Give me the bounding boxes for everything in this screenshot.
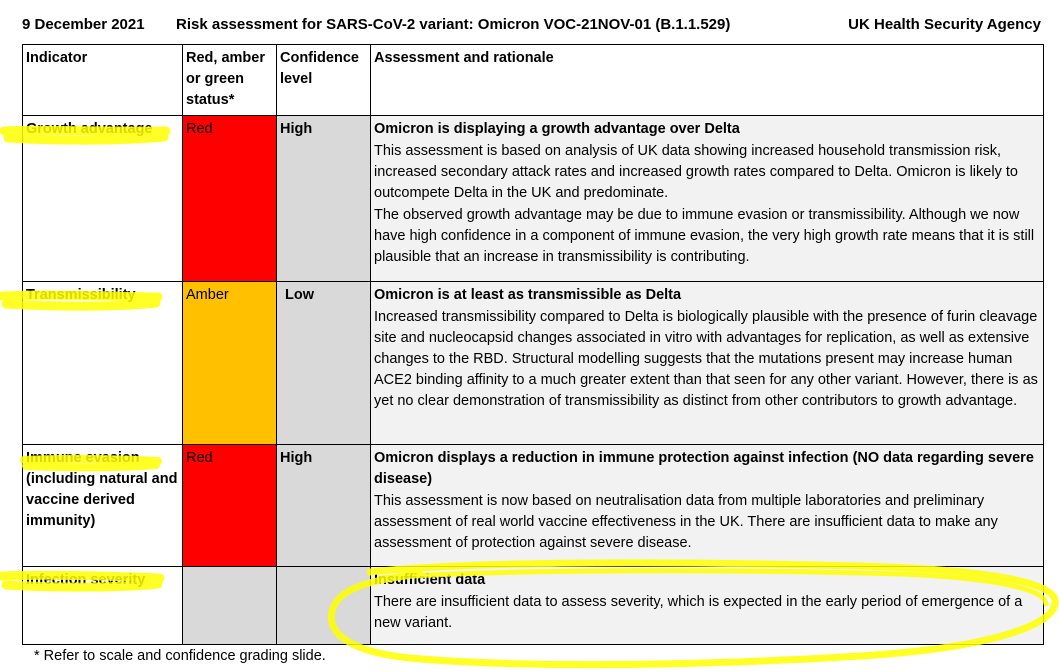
assessment-paragraph: The observed growth advantage may be due to immune evasion or transmissibility. Although we now have high confidence in a component of immune evasion, the very high growth rate means that it is still plausible that an increase in transmissibility is contributing. — [374, 207, 1035, 265]
table-header-row — [23, 45, 1044, 116]
column-header-confidence: Confidence level — [277, 45, 371, 116]
column-header-assessment: Assessment and rationale — [371, 45, 1044, 116]
assessment-paragraph: Increased transmissibility compared to Delta is biologically plausible with the presence of furin cleavage site and nucleocapsid changes associated in vitro with advantages for replication, as well as extensive changes to the RBD. Structural modelling suggests that the mutations present may increase human ACE2 binding affinity to a much greater extent than that seen for any other variant. However, there is as yet no clear demonstration of transmissibility as distinct from other contributors to growth advantage. — [374, 309, 1038, 409]
indicator-detail: (including natural and vaccine derived immunity) — [26, 471, 178, 529]
assessment-cell — [371, 116, 1044, 282]
indicator-label: Growth advantage — [26, 121, 153, 137]
table-row — [23, 567, 1044, 645]
report-title: Risk assessment for SARS-CoV-2 variant: Omicron VOC-21NOV-01 (B.1.1.529) — [176, 16, 731, 33]
assessment-headline: Insufficient data — [374, 572, 486, 588]
agency-name: UK Health Security Agency — [848, 16, 1041, 33]
confidence-cell — [277, 567, 371, 645]
assessment-cell — [371, 445, 1044, 567]
status-cell — [183, 567, 277, 645]
risk-assessment-table — [22, 44, 1044, 645]
indicator-label: Infection severity — [26, 572, 146, 588]
status-cell: Amber — [183, 282, 277, 445]
column-header-status: Red, amber or green status* — [183, 45, 277, 116]
assessment-headline: Omicron displays a reduction in immune protection against infection (NO data regarding severe disease) — [374, 450, 1034, 487]
confidence-cell: Low — [277, 282, 371, 445]
table-row — [23, 445, 1044, 567]
indicator-cell — [23, 282, 183, 445]
assessment-paragraph: There are insufficient data to assess severity, which is expected in the early period of emergence of a new variant. — [374, 594, 1023, 631]
footnote: * Refer to scale and confidence grading slide. — [34, 648, 326, 664]
indicator-label: Transmissibility — [26, 287, 136, 303]
assessment-headline: Omicron is at least as transmissible as Delta — [374, 287, 682, 303]
assessment-paragraph: This assessment is now based on neutralisation data from multiple laboratories and preliminary assessment of real world vaccine effectiveness in the UK. There are insufficient data to make any assessment of protection against severe disease. — [374, 493, 998, 551]
assessment-cell — [371, 282, 1044, 445]
indicator-cell — [23, 445, 183, 567]
table-row — [23, 116, 1044, 282]
status-cell: Red — [183, 445, 277, 567]
assessment-paragraph: This assessment is based on analysis of UK data showing increased household transmission risk, increased secondary attack rates and increased growth rates compared to Delta. Omicron is likely to outcompete Delta in the UK and predominate. — [374, 143, 1018, 201]
confidence-cell: High — [277, 116, 371, 282]
assessment-headline: Omicron is displaying a growth advantage over Delta — [374, 121, 740, 137]
indicator-label: Immune evasion — [26, 450, 140, 466]
report-date: 9 December 2021 — [22, 16, 145, 33]
assessment-cell — [371, 567, 1044, 645]
page-header — [22, 10, 1041, 36]
indicator-cell — [23, 116, 183, 282]
status-cell: Red — [183, 116, 277, 282]
indicator-cell — [23, 567, 183, 645]
table-row — [23, 282, 1044, 445]
column-header-indicator: Indicator — [23, 45, 183, 116]
confidence-cell: High — [277, 445, 371, 567]
